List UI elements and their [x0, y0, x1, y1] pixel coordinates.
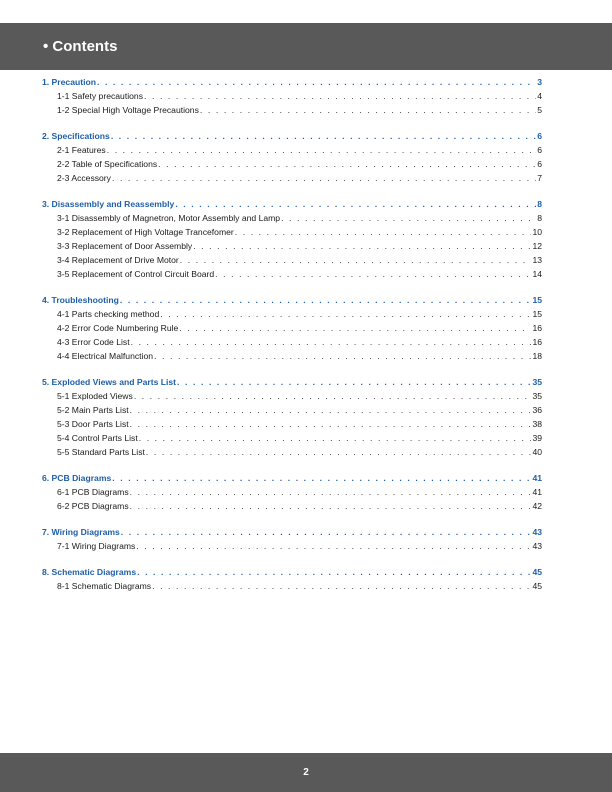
- toc-section-heading-label: 3. Disassembly and Reassembly: [42, 199, 175, 209]
- toc-section-heading[interactable]: [42, 473, 542, 487]
- toc-entry-page-number: 35: [532, 391, 542, 401]
- dot-leader: [139, 433, 532, 443]
- toc-entry[interactable]: [42, 105, 542, 119]
- toc-section-heading-label: 6. PCB Diagrams: [42, 473, 112, 483]
- toc-section: [42, 131, 542, 187]
- toc-section-heading-page-number: 3: [537, 77, 542, 87]
- toc-section: [42, 473, 542, 515]
- toc-entry[interactable]: [42, 433, 542, 447]
- toc-entry[interactable]: [42, 501, 542, 515]
- dot-leader: [200, 105, 536, 115]
- toc-entry-page-number: 6: [537, 145, 542, 155]
- toc-section-heading[interactable]: [42, 77, 542, 91]
- dot-leader: [111, 131, 536, 141]
- toc-section-heading[interactable]: [42, 295, 542, 309]
- toc-section: [42, 527, 542, 555]
- dot-leader: [97, 77, 536, 87]
- dot-leader: [121, 527, 532, 537]
- toc-entry-label: 1-2 Special High Voltage Precautions: [57, 105, 199, 115]
- dot-leader: [130, 487, 532, 497]
- dot-leader: [134, 391, 532, 401]
- toc-entry-page-number: 12: [532, 241, 542, 251]
- dot-leader: [137, 567, 531, 577]
- toc-entry-page-number: 36: [532, 405, 542, 415]
- toc-entry[interactable]: [42, 159, 542, 173]
- dot-leader: [130, 501, 532, 511]
- toc-entry[interactable]: [42, 337, 542, 351]
- page-number: 2: [303, 767, 309, 778]
- toc-entry-label: 4-2 Error Code Numbering Rule: [57, 323, 179, 333]
- toc-entry-label: 5-5 Standard Parts List: [57, 447, 145, 457]
- toc-entry-label: 5-1 Exploded Views: [57, 391, 133, 401]
- dot-leader: [112, 473, 531, 483]
- dot-leader: [179, 323, 531, 333]
- dot-leader: [154, 351, 531, 361]
- toc-section-heading-page-number: 35: [532, 377, 542, 387]
- toc-entry-page-number: 18: [532, 351, 542, 361]
- toc-entry[interactable]: [42, 541, 542, 555]
- dot-leader: [130, 405, 532, 415]
- toc-section-heading[interactable]: [42, 199, 542, 213]
- toc-section-heading-label: 1. Precaution: [42, 77, 96, 87]
- toc-entry-label: 3-4 Replacement of Drive Motor: [57, 255, 179, 265]
- toc-section-heading-label: 4. Troubleshooting: [42, 295, 119, 305]
- toc-entry-label: 6-1 PCB Diagrams: [57, 487, 129, 497]
- toc-section-heading-page-number: 43: [532, 527, 542, 537]
- toc-section: [42, 199, 542, 283]
- toc-entry-label: 7-1 Wiring Diagrams: [57, 541, 136, 551]
- toc-entry-page-number: 15: [532, 309, 542, 319]
- toc-entry-page-number: 39: [532, 433, 542, 443]
- toc-entry[interactable]: [42, 269, 542, 283]
- dot-leader: [144, 91, 536, 101]
- toc-section-heading-label: 2. Specifications: [42, 131, 110, 141]
- dot-leader: [158, 159, 536, 169]
- toc-entry[interactable]: [42, 213, 542, 227]
- toc-entry-page-number: 43: [532, 541, 542, 551]
- toc-entry-label: 2-2 Table of Specifications: [57, 159, 158, 169]
- toc-entry[interactable]: [42, 419, 542, 433]
- toc-section-heading-page-number: 45: [532, 567, 542, 577]
- toc-section: [42, 377, 542, 461]
- toc-entry-page-number: 42: [532, 501, 542, 511]
- toc-entry-page-number: 5: [537, 105, 542, 115]
- toc-entry-page-number: 40: [532, 447, 542, 457]
- toc-entry[interactable]: [42, 581, 542, 595]
- toc-entry-label: 4-4 Electrical Malfunction: [57, 351, 154, 361]
- toc-entry-label: 3-2 Replacement of High Voltage Trancefomer: [57, 227, 234, 237]
- toc-section-heading[interactable]: [42, 567, 542, 581]
- toc-entry[interactable]: [42, 255, 542, 269]
- toc-entry[interactable]: [42, 145, 542, 159]
- toc-entry-label: 3-1 Disassembly of Magnetron, Motor Assembly and Lamp: [57, 213, 281, 223]
- toc-entry-page-number: 16: [532, 323, 542, 333]
- toc-entry-page-number: 16: [532, 337, 542, 347]
- toc-section: [42, 295, 542, 365]
- toc-entry-label: 4-1 Parts checking method: [57, 309, 160, 319]
- toc-entry-page-number: 41: [532, 487, 542, 497]
- dot-leader: [136, 541, 531, 551]
- toc-section-heading-page-number: 8: [537, 199, 542, 209]
- toc-entry-page-number: 45: [532, 581, 542, 591]
- page-title: • Contents: [43, 38, 118, 55]
- dot-leader: [112, 173, 536, 183]
- toc-entry-label: 5-4 Control Parts List: [57, 433, 138, 443]
- toc-entry-label: 5-3 Door Parts List: [57, 419, 129, 429]
- toc-entry-label: 6-2 PCB Diagrams: [57, 501, 129, 511]
- toc-section-heading-label: 5. Exploded Views and Parts List: [42, 377, 177, 387]
- dot-leader: [281, 213, 536, 223]
- toc-entry[interactable]: [42, 323, 542, 337]
- toc-entry[interactable]: [42, 391, 542, 405]
- toc-entry-label: 5-2 Main Parts List: [57, 405, 129, 415]
- dot-leader: [146, 447, 532, 457]
- toc-entry[interactable]: [42, 173, 542, 187]
- dot-leader: [235, 227, 532, 237]
- dot-leader: [215, 269, 531, 279]
- toc-entry-label: 4-3 Error Code List: [57, 337, 130, 347]
- toc-entry-page-number: 14: [532, 269, 542, 279]
- toc-entry-page-number: 4: [537, 91, 542, 101]
- dot-leader: [160, 309, 531, 319]
- toc-entry-page-number: 6: [537, 159, 542, 169]
- dot-leader: [180, 255, 532, 265]
- toc-section-heading-label: 7. Wiring Diagrams: [42, 527, 120, 537]
- toc-entry[interactable]: [42, 241, 542, 255]
- table-of-contents: [42, 77, 542, 607]
- dot-leader: [120, 295, 532, 305]
- toc-section-heading-label: 8. Schematic Diagrams: [42, 567, 137, 577]
- toc-entry-page-number: 8: [537, 213, 542, 223]
- toc-section-heading-page-number: 6: [537, 131, 542, 141]
- toc-section: [42, 567, 542, 595]
- dot-leader: [130, 419, 532, 429]
- toc-entry[interactable]: [42, 487, 542, 501]
- toc-entry[interactable]: [42, 351, 542, 365]
- dot-leader: [152, 581, 531, 591]
- toc-entry-label: 1-1 Safety precautions: [57, 91, 143, 101]
- toc-entry-page-number: 10: [532, 227, 542, 237]
- toc-entry-label: 3-3 Replacement of Door Assembly: [57, 241, 193, 251]
- toc-entry-label: 2-1 Features: [57, 145, 106, 155]
- toc-entry[interactable]: [42, 91, 542, 105]
- toc-section: [42, 77, 542, 119]
- toc-entry[interactable]: [42, 405, 542, 419]
- toc-entry-label: 8-1 Schematic Diagrams: [57, 581, 152, 591]
- toc-section-heading-page-number: 15: [532, 295, 542, 305]
- toc-entry[interactable]: [42, 309, 542, 323]
- toc-entry[interactable]: [42, 227, 542, 241]
- footer-band: [0, 753, 612, 792]
- toc-entry-page-number: 13: [532, 255, 542, 265]
- dot-leader: [177, 377, 531, 387]
- dot-leader: [175, 199, 536, 209]
- toc-entry-label: 3-5 Replacement of Control Circuit Board: [57, 269, 215, 279]
- toc-section-heading-page-number: 41: [532, 473, 542, 483]
- toc-section-heading[interactable]: [42, 377, 542, 391]
- toc-entry[interactable]: [42, 447, 542, 461]
- dot-leader: [131, 337, 532, 347]
- toc-entry-page-number: 7: [537, 173, 542, 183]
- toc-entry-page-number: 38: [532, 419, 542, 429]
- header-band: [0, 23, 612, 70]
- dot-leader: [107, 145, 536, 155]
- toc-entry-label: 2-3 Accessory: [57, 173, 111, 183]
- dot-leader: [193, 241, 531, 251]
- toc-section-heading[interactable]: [42, 527, 542, 541]
- toc-section-heading[interactable]: [42, 131, 542, 145]
